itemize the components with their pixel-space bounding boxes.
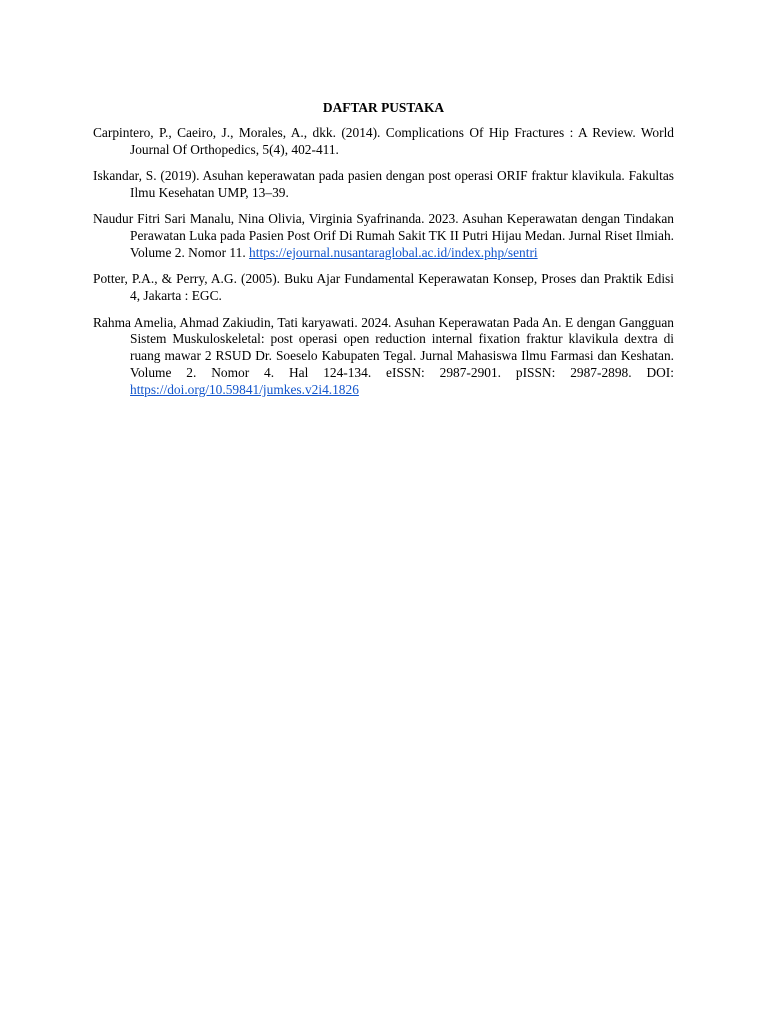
- reference-text: Naudur Fitri Sari Manalu, Nina Olivia, Virginia Syafrinanda. 2023. Asuhan Keperawatan dengan Tindakan Perawatan Luka pada Pasien Post Orif Di Rumah Sakit TK II Putri Hijau Medan. Jurnal Riset Ilmiah. Volume 2. Nomor 11.: [93, 211, 674, 260]
- reference-link[interactable]: https://ejournal.nusantaraglobal.ac.id/index.php/sentri: [249, 244, 538, 260]
- reference-text: Carpintero, P., Caeiro, J., Morales, A., dkk. (2014). Complications Of Hip Fractures : A Review. World Journal Of Orthopedics, 5(4), 402-411.: [93, 125, 674, 157]
- reference-entry-4: [93, 271, 674, 305]
- reference-text: Rahma Amelia, Ahmad Zakiudin, Tati karyawati. 2024. Asuhan Keperawatan Pada An. E dengan Gangguan Sistem Muskuloskeletal: post operasi open reduction internal fixation fraktur klavikula dextra di ruang mawar 2 RSUD Dr. Soeselo Kabupaten Tegal. Jurnal Mahasiswa Ilmu Farmasi dan Keshatan. Volume 2. Nomor 4. Hal 124-134. eISSN: 2987-2901. pISSN: 2987-2898. DOI:: [93, 314, 674, 380]
- reference-entry-5: [93, 315, 674, 399]
- reference-entry-1: [93, 125, 674, 159]
- reference-entry-3: [93, 211, 674, 261]
- reference-text: Potter, P.A., & Perry, A.G. (2005). Buku Ajar Fundamental Keperawatan Konsep, Proses dan Praktik Edisi 4, Jakarta : EGC.: [93, 271, 674, 304]
- reference-entry-2: [93, 168, 674, 202]
- reference-link[interactable]: https://doi.org/10.59841/jumkes.v2i4.1826: [130, 381, 359, 397]
- reference-text: Iskandar, S. (2019). Asuhan keperawatan pada pasien dengan post operasi ORIF fraktur klavikula. Fakultas Ilmu Kesehatan UMP, 13–39.: [93, 168, 674, 200]
- bibliography-section: [93, 99, 674, 408]
- page-title: DAFTAR PUSTAKA: [322, 100, 445, 115]
